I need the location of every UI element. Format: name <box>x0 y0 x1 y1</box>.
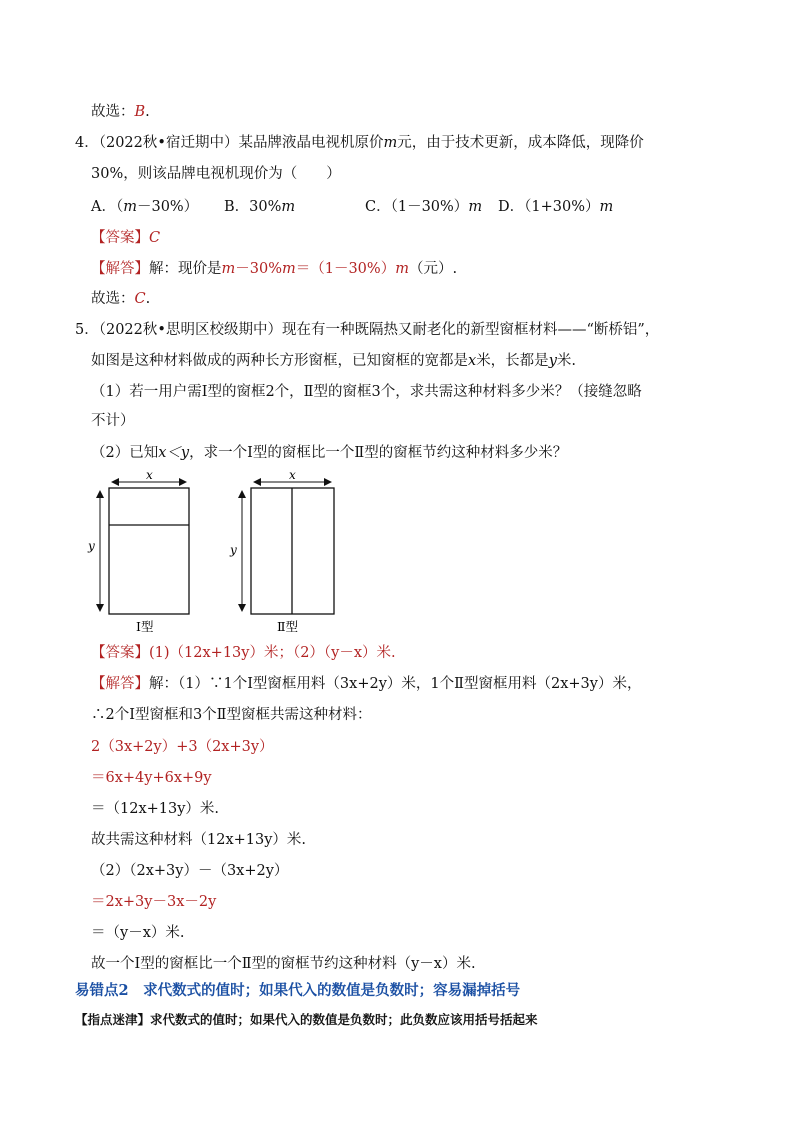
q5-answer-text: (1)（12x+13y）米；（2）（y－x）米. <box>149 645 396 661</box>
type-1-caption: Ⅰ型 <box>136 619 154 634</box>
q4-option-a: A．（m－30%） <box>91 199 199 215</box>
q5-stem-line1: 5．（2022秋•思明区校级期中）现在有一种既隔热又耐老化的新型窗框材料——“断桥铝”， <box>75 322 660 338</box>
q4-source: （2022秋•宿迁期中） <box>98 135 239 151</box>
q5-solution-line4: ＝6x+4y+6x+9y <box>91 770 212 786</box>
q4-solution-line: 【解答】解：现价是m－30%m＝（1－30%）m（元）. <box>91 261 458 277</box>
q5-solution-line7: （2）（2x+3y）－（3x+2y） <box>91 863 289 879</box>
q3-select-line: 故选：B. <box>91 104 150 120</box>
type-1-label-x: x <box>146 468 153 482</box>
q4-number: 4． <box>75 135 99 151</box>
q4-option-d: D．（1+30%）m <box>498 199 614 215</box>
q5-solution-line5: ＝（12x+13y）米. <box>91 801 220 817</box>
type-1-label-y: y <box>88 539 95 553</box>
q5-source: （2022秋•思明区校级期中） <box>98 322 282 338</box>
q5-solution-line2: ∴2个Ⅰ型窗框和3个Ⅱ型窗框共需这种材料： <box>91 707 372 723</box>
q4-stem-line2: 30%，则该品牌电视机现价为（ ） <box>91 166 341 182</box>
type-2-label-y: y <box>230 543 237 557</box>
q4-option-b: B．30%m <box>224 199 296 215</box>
q4-option-c: C．（1－30%）m <box>365 199 483 215</box>
q5-solution-line10: 故一个Ⅰ型的窗框比一个Ⅱ型的窗框节约这种材料（y－x）米. <box>91 956 476 972</box>
section-title: 易错点2 求代数式的值时；如果代入的数值是负数时；容易漏掉括号 <box>75 982 521 999</box>
type-2-frame <box>251 488 334 614</box>
q5-answer-line <box>91 644 396 662</box>
q5-solution-line6: 故共需这种材料（12x+13y）米. <box>91 832 307 848</box>
section-tip-text: 求代数式的值时；如果代入的数值是负数时；此负数应该用括号括起来 <box>150 1012 538 1027</box>
q5-solution-line3: 2（3x+2y）+3（2x+3y） <box>91 739 274 755</box>
q5-answer-tag: 【答案】 <box>91 645 149 661</box>
q5-part1-line: （1）若一用户需Ⅰ型的窗框2个，Ⅱ型的窗框3个，求共需这种材料多少米？（接缝忽略 <box>91 384 642 400</box>
type-2-label-x: x <box>289 468 296 482</box>
type-1-frame <box>109 488 189 614</box>
q5-stem-line2: 如图是这种材料做成的两种长方形窗框，已知窗框的宽都是x米，长都是y米. <box>91 353 576 369</box>
q4-stem-line1: 4．（2022秋•宿迁期中）某品牌液晶电视机原价m元，由于技术更新，成本降低，现降价 <box>75 135 644 151</box>
q5-solution-line9: ＝（y－x）米. <box>91 925 185 941</box>
q5-solution-line8: ＝2x+3y－3x－2y <box>91 894 217 910</box>
q3-select-answer: B <box>134 104 146 120</box>
q5-part1-cont: 不计） <box>91 413 135 429</box>
q5-number: 5． <box>75 322 99 338</box>
section-tip-tag: 【指点迷津】 <box>75 1012 151 1027</box>
type-2-caption: Ⅱ型 <box>277 619 298 634</box>
q4-answer-tag: 【答案】 <box>91 230 149 246</box>
window-frames-figure <box>86 468 346 638</box>
q4-select-line: 故选：C. <box>91 291 151 307</box>
q4-answer: C <box>149 230 161 246</box>
q5-solution-tag: 【解答】 <box>91 676 149 692</box>
section-tip <box>75 1011 538 1029</box>
q4-answer-line <box>91 229 160 247</box>
q5-solution-line1: 【解答】解：（1）∵1个Ⅰ型窗框用料（3x+2y）米，1个Ⅱ型窗框用料（2x+3y）米， <box>91 676 642 692</box>
q5-part2-line: （2）已知x＜y，求一个Ⅰ型的窗框比一个Ⅱ型的窗框节约这种材料多少米？ <box>91 445 568 461</box>
